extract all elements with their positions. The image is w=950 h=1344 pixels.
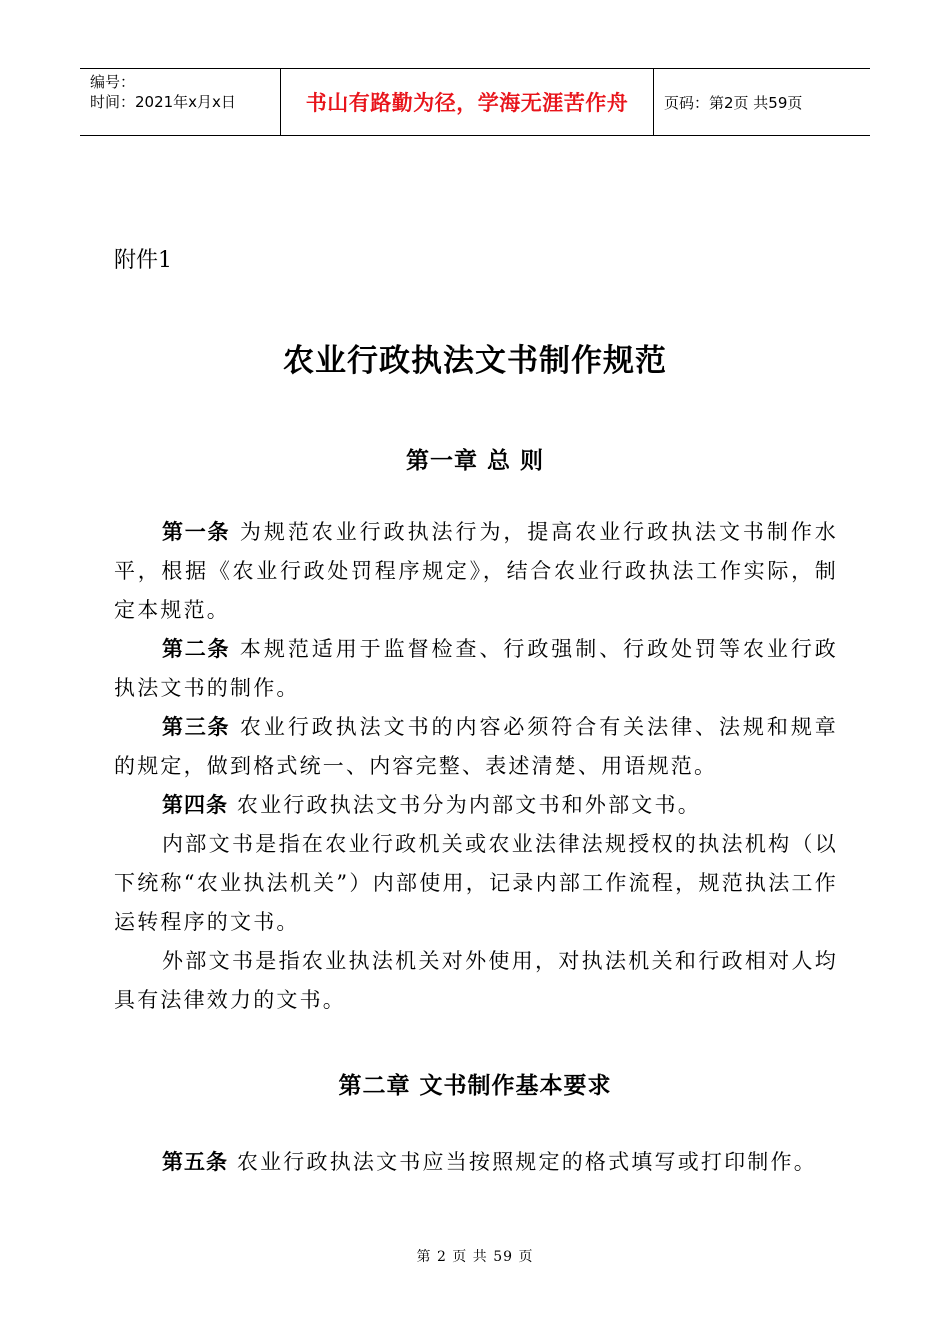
header-number-label: 编号：: [90, 73, 136, 91]
article-text: 农业行政执法文书分为内部文书和外部文书。: [236, 793, 701, 817]
article-label: 第三条: [162, 715, 231, 739]
header-date-label: 时间：2021年x月x日: [90, 93, 236, 111]
article-label: 第五条: [162, 1150, 228, 1174]
header-page-info: 页码：第2页 共59页: [664, 93, 803, 112]
article-1: [114, 513, 838, 630]
article-label: 第一条: [162, 520, 231, 544]
document-title: 农业行政执法文书制作规范: [283, 343, 667, 379]
page-footer: 第 2 页 共 59 页: [416, 1249, 534, 1265]
article-label: 第四条: [162, 793, 228, 817]
article-label: 第二条: [162, 637, 231, 661]
article-4: [114, 786, 838, 825]
article-text: 农业行政执法文书应当按照规定的格式填写或打印制作。: [236, 1150, 817, 1174]
page-header: [80, 68, 870, 136]
article-text: 为规范农业行政执法行为，提高农业行政执法文书制作水平，根据《农业行政处罚程序规定》，结合农业行政执法工作实际，制定本规范。: [114, 520, 838, 622]
article-2: [114, 630, 838, 708]
header-motto: 书山有路勤为径，学海无涯苦作舟: [280, 69, 654, 135]
header-meta: [80, 69, 280, 135]
chapter-1-body: [114, 513, 838, 1020]
chapter-1-heading: 第一章 总 则: [405, 448, 544, 474]
paragraph-internal-docs: 内部文书是指在农业行政机关或农业法律法规授权的执法机构（以下统称“农业执法机关”）内部使用，记录内部工作流程，规范执法工作运转程序的文书。: [114, 832, 838, 934]
article-text: 本规范适用于监督检查、行政强制、行政处罚等农业行政执法文书的制作。: [114, 637, 838, 700]
article-5: [114, 1143, 838, 1182]
chapter-2-heading: 第二章 文书制作基本要求: [338, 1073, 612, 1099]
annex-label: 附件1: [114, 248, 172, 273]
chapter-2-body: [114, 1143, 838, 1182]
paragraph-external-docs: 外部文书是指农业执法机关对外使用，对执法机关和行政相对人均具有法律效力的文书。: [114, 949, 838, 1012]
article-text: 农业行政执法文书的内容必须符合有关法律、法规和规章的规定，做到格式统一、内容完整、表述清楚、用语规范。: [114, 715, 838, 778]
article-3: [114, 708, 838, 786]
